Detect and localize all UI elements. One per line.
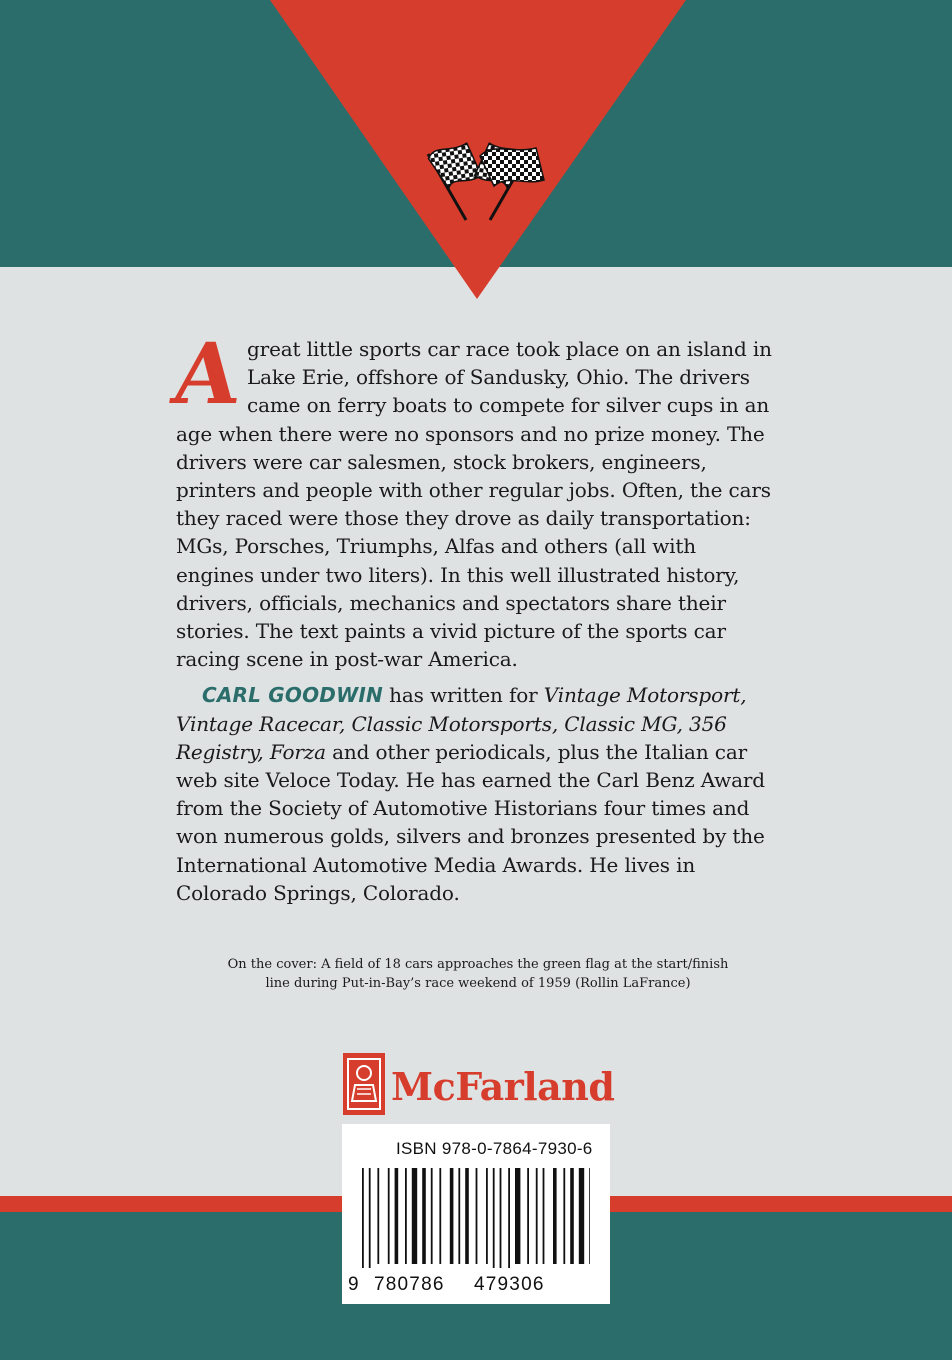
- caption-line-2: line during Put-in-Bay’s race weekend of 1959 (Rollin LaFrance): [265, 976, 691, 991]
- cover-caption: [200, 955, 756, 993]
- blurb-text: great little sports car race took place on an island in Lake Erie, offshore of Sandusky, Ohio. The drivers came on ferry boats to compete for silver cups in an age when there were no sponsors and no prize money. The drivers were car salesmen, stock brokers, engineers, printers and people with other regular jobs. Often, the cars they raced were those they drove as daily transportation: MGs, Porsches, Triumphs, Alfas and others (all with engines under two liters). In this well illustrated history, drivers, officials, mechanics and spectators share their stories. The text paints a vivid picture of the sports car racing scene in post-war America.: [176, 337, 772, 672]
- bio-text-part1: has written for: [382, 683, 544, 708]
- caption-line-1: On the cover: A field of 18 cars approaches the green flag at the start/finish: [227, 957, 729, 972]
- mcfarland-emblem-icon: [343, 1053, 385, 1115]
- dropcap: A: [167, 324, 247, 423]
- barcode-bar: [362, 1168, 364, 1268]
- bio-text-part2: and other periodicals, plus the Italian car web site Veloce Today. He has earned the Carl Benz Award from the Society of Automotive Historians four times and won numerous golds, silvers and bronzes presented by the International Automotive Media Awards. He lives in Colorado Springs, Colorado.: [176, 739, 765, 905]
- barcode-bar: [515, 1168, 520, 1264]
- barcode-bar: [486, 1168, 488, 1264]
- barcode-bar: [412, 1168, 417, 1264]
- barcode-bar: [377, 1168, 379, 1264]
- barcode-bar: [431, 1168, 433, 1264]
- barcode-bar: [405, 1168, 407, 1264]
- blurb-paragraph: [167, 324, 776, 673]
- barcode-bar: [527, 1168, 529, 1264]
- barcode-bar: [369, 1168, 371, 1268]
- barcode-bar: [579, 1168, 584, 1264]
- barcode-first-digit: 9: [348, 1274, 360, 1295]
- barcode-bar: [388, 1168, 390, 1264]
- back-cover-text: [167, 324, 776, 907]
- isbn-number: ISBN 978-0-7864-7930-6: [396, 1139, 593, 1158]
- author-bio: [176, 681, 776, 907]
- barcode-bar: [458, 1168, 460, 1264]
- barcode-bar: [570, 1168, 574, 1264]
- isbn-barcode: [342, 1124, 610, 1304]
- barcode-bar: [493, 1168, 495, 1268]
- barcode-left-digits: 780786: [374, 1274, 445, 1295]
- barcode-bar: [439, 1168, 441, 1264]
- publisher-name: McFarland: [391, 1064, 615, 1109]
- barcode-bar: [465, 1168, 469, 1264]
- barcode-bar: [543, 1168, 545, 1264]
- barcode-bar: [508, 1168, 510, 1268]
- barcode-right-digits: 479306: [474, 1274, 545, 1295]
- publisher-logo: [343, 1050, 615, 1118]
- barcode-bar: [450, 1168, 454, 1264]
- bio-periodicals: Vintage Motorsport, Vintage Racecar, Classic Motorsports, Classic MG, 356 Registry, Forza: [176, 683, 747, 764]
- barcode-bar: [500, 1168, 502, 1268]
- crossed-checkered-flags-icon: [408, 140, 548, 224]
- barcode-bar: [395, 1168, 399, 1264]
- barcode-bar: [476, 1168, 478, 1264]
- barcode-bar: [422, 1168, 426, 1264]
- barcode-bar: [553, 1168, 557, 1264]
- barcode-bars: [362, 1168, 590, 1268]
- barcode-bar: [563, 1168, 565, 1264]
- barcode-bar: [536, 1168, 538, 1264]
- barcode-bar: [589, 1168, 590, 1264]
- author-name: CARL GOODWIN: [202, 683, 383, 708]
